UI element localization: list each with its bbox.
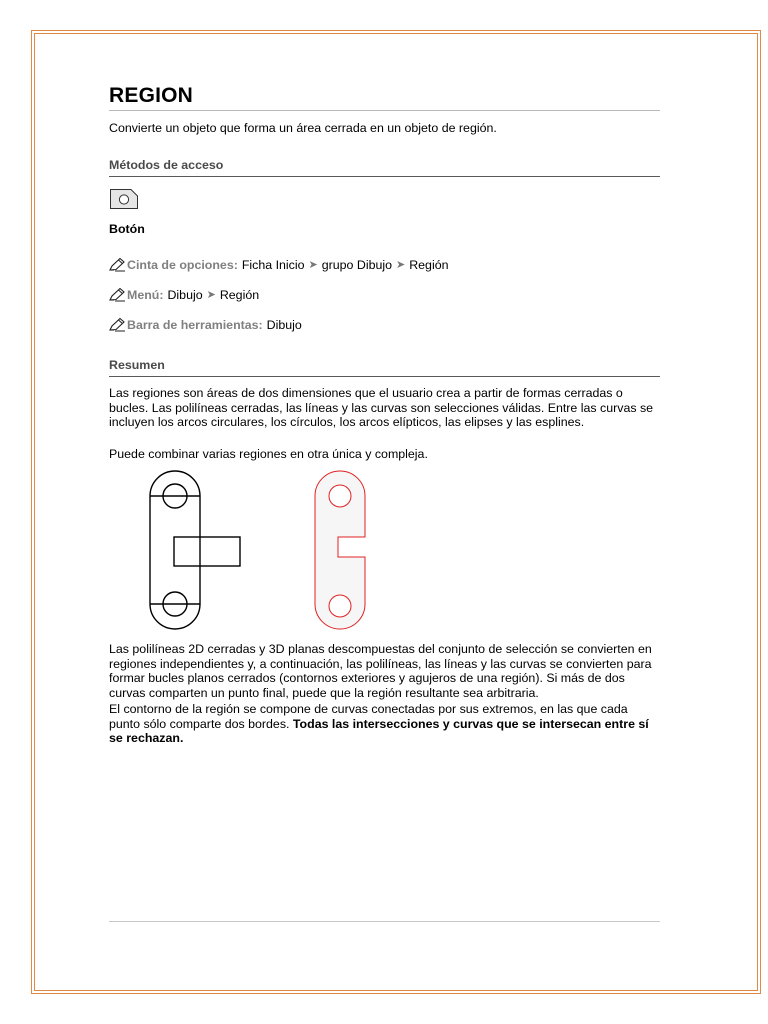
- pen-icon: [109, 317, 126, 332]
- summary-heading: Resumen: [109, 358, 165, 372]
- arrow-icon: ➤: [308, 259, 318, 271]
- region-illustration: [140, 470, 380, 635]
- region-tool-icon: [109, 188, 139, 210]
- summary-paragraph-4-bold: Todas las intersecciones y curvas que se intersecan entre sí se rechazan.: [109, 716, 649, 745]
- summary-divider: [109, 376, 660, 377]
- toolbar-path-1: Dibujo: [266, 317, 302, 332]
- ribbon-path-3: Región: [409, 257, 449, 272]
- access-heading: Métodos de acceso: [109, 158, 224, 172]
- access-menu-row: [109, 287, 259, 302]
- toolbar-label: Barra de herramientas:: [127, 317, 263, 332]
- access-toolbar-row: [109, 317, 302, 332]
- summary-paragraph-1: Las regiones son áreas de dos dimensiones que el usuario crea a partir de formas cerradas o bucles. Las polilíneas cerradas, las líneas y las curvas son selecciones válidas. Entre las curvas se incluyen los arcos circulares, los círculos, los arcos elípticos, las elipses y las esplines.: [109, 386, 654, 429]
- arrow-icon: ➤: [206, 289, 216, 301]
- arrow-icon: ➤: [396, 259, 406, 271]
- region-bottom-hole: [329, 595, 351, 617]
- summary-paragraph-2: Puede combinar varias regiones en otra única y compleja.: [109, 447, 428, 461]
- intro-text: Convierte un objeto que forma un área cerrada en un objeto de región.: [109, 121, 497, 135]
- ribbon-path-1: Ficha Inicio: [241, 257, 305, 272]
- footer-divider: [109, 921, 660, 922]
- menu-label: Menú:: [127, 287, 164, 302]
- summary-paragraph-3: Las polilíneas 2D cerradas y 3D planas descompuestas del conjunto de selección se convierten en regiones independientes y, a continuación, las polilíneas, las líneas y las curvas se convierten para formar bucles planos cerrados (contornos exteriores y agujeros de una región). Si más de dos curvas comparten un punto final, puede que la región resultante sea arbitraria.: [109, 642, 652, 700]
- access-ribbon-row: [109, 257, 448, 272]
- tab-rectangle: [174, 537, 240, 566]
- result-region-drawing: [315, 471, 365, 629]
- region-top-hole: [329, 485, 351, 507]
- pen-icon: [109, 257, 126, 272]
- link-outline: [150, 471, 200, 629]
- menu-path-2: Región: [219, 287, 260, 302]
- page-title: REGION: [109, 84, 194, 107]
- source-objects-drawing: [150, 471, 240, 629]
- title-divider: [109, 110, 660, 111]
- button-label: Botón: [109, 222, 145, 236]
- menu-path-1: Dibujo: [167, 287, 203, 302]
- ribbon-label: Cinta de opciones:: [127, 257, 238, 272]
- access-divider: [109, 176, 660, 177]
- ribbon-path-2: grupo Dibujo: [321, 257, 392, 272]
- summary-paragraph-4-normal: El contorno de la región se compone de curvas conectadas por sus extremos, en las que cada punto sólo comparte dos bordes.: [109, 702, 628, 731]
- pen-icon: [109, 287, 126, 302]
- summary-paragraph-4: [109, 702, 660, 746]
